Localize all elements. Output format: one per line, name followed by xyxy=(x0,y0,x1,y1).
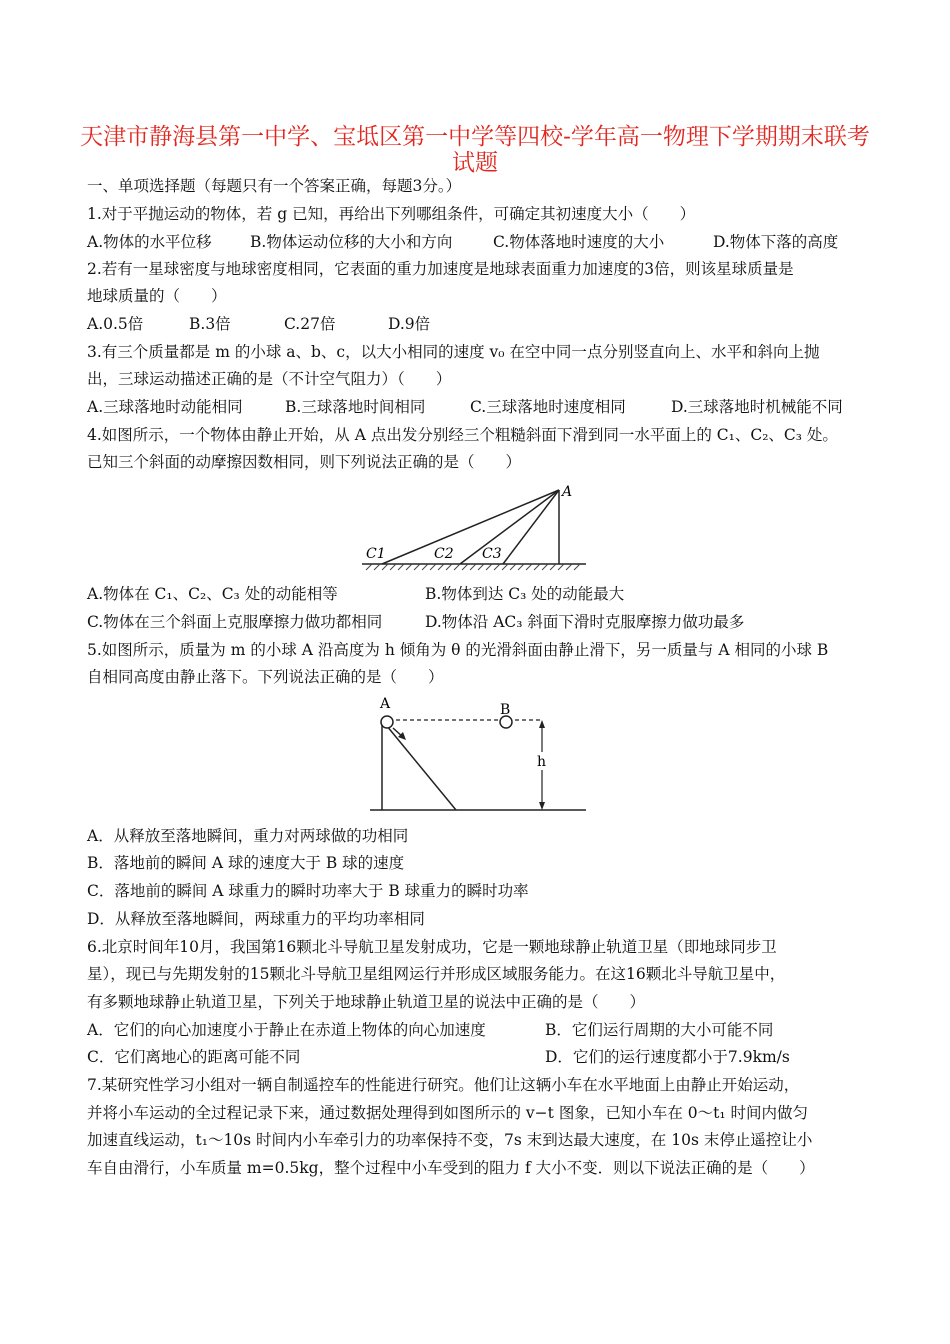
q1-option-d: D.物体下落的高度 xyxy=(713,233,839,251)
q3-stem-line2: 出，三球运动描述正确的是（不计空气阻力）（ ） xyxy=(87,370,452,388)
q4-option-a: A.物体在 C₁、C₂、C₃ 处的动能相等 xyxy=(87,585,338,603)
label-c1: C1 xyxy=(366,546,386,562)
q3-option-a: A.三球落地时动能相同 xyxy=(87,398,243,416)
label-a: A xyxy=(562,484,573,500)
q4-inclines-figure xyxy=(360,480,590,576)
q5-option-b: B．落地前的瞬间 A 球的速度大于 B 球的速度 xyxy=(87,854,405,872)
height-arrow-bottom xyxy=(539,802,545,810)
section-heading: 一、单项选择题（每题只有一个答案正确，每题3分。） xyxy=(87,177,462,195)
q6-stem-line2: 星），现已与先期发射的15颗北斗导航卫星组网运行并形成区域服务能力。在这16颗北斗导航卫星中， xyxy=(87,965,786,983)
incline-surface xyxy=(382,720,456,810)
q1-option-c: C.物体落地时速度的大小 xyxy=(493,233,665,251)
q6-option-c: C．它们离地心的距离可能不同 xyxy=(87,1048,301,1066)
q6-stem-line1: 6.北京时间年10月，我国第16颗北斗导航卫星发射成功，它是一颗地球静止轨道卫星（即地球同步卫 xyxy=(87,938,777,956)
q6-stem-line3: 有多颗地球静止轨道卫星，下列关于地球静止轨道卫星的说法中正确的是（ ） xyxy=(87,993,646,1011)
q1-stem: 1.对于平抛运动的物体，若 g 已知，再给出下列哪组条件，可确定其初速度大小（ ） xyxy=(87,205,696,223)
q6-option-b: B．它们运行周期的大小可能不同 xyxy=(545,1021,774,1039)
q1-option-a: A.物体的水平位移 xyxy=(87,233,212,251)
q6-option-a: A．它们的向心加速度小于静止在赤道上物体的向心加速度 xyxy=(87,1021,486,1039)
ball-a xyxy=(381,716,393,728)
q7-stem-line4: 车自由滑行，小车质量 m=0.5kg，整个过程中小车受到的阻力 f 大小不变．则以下说法正确的是（ ） xyxy=(87,1159,815,1177)
q7-stem-line2: 并将小车运动的全过程记录下来，通过数据处理得到如图所示的 v−t 图象，已知小车在 0～t₁ 时间内做匀 xyxy=(87,1104,808,1122)
q5-option-d: D．从释放至落地瞬间，两球重力的平均功率相同 xyxy=(87,910,425,928)
label-ball-b: B xyxy=(500,702,511,718)
incline-ac1 xyxy=(382,490,559,564)
q2-option-a: A.0.5倍 xyxy=(87,315,144,333)
q4-stem-line1: 4.如图所示，一个物体由静止开始，从 A 点出发分别经三个粗糙斜面下滑到同一水平面上的 C₁、C₂、C₃ 处。 xyxy=(87,426,838,444)
q4-option-b: B.物体到达 C₃ 处的动能最大 xyxy=(425,585,625,603)
q2-option-b: B.3倍 xyxy=(189,315,231,333)
q5-option-a: A．从释放至落地瞬间，重力对两球做的功相同 xyxy=(87,827,409,845)
q4-option-c: C.物体在三个斜面上克服摩擦力做功都相同 xyxy=(87,613,383,631)
q2-option-d: D.9倍 xyxy=(388,315,431,333)
q5-stem-line2: 自相同高度由静止落下。下列说法正确的是（ ） xyxy=(87,668,444,686)
label-c2: C2 xyxy=(434,546,454,562)
label-ball-a: A xyxy=(380,696,391,712)
label-c3: C3 xyxy=(482,546,502,562)
exam-title-line2: 试题 xyxy=(452,150,498,176)
q5-stem-line1: 5.如图所示，质量为 m 的小球 A 沿高度为 h 倾角为 θ 的光滑斜面由静止滑下，另一质量与 A 相同的小球 B xyxy=(87,641,829,659)
exam-title-line1: 天津市静海县第一中学、宝坻区第一中学等四校-学年高一物理下学期期末联考 xyxy=(80,124,870,150)
q3-option-d: D.三球落地时机械能不同 xyxy=(671,398,843,416)
q6-option-d: D．它们的运行速度都小于7.9km/s xyxy=(545,1048,790,1066)
q3-option-c: C.三球落地时速度相同 xyxy=(470,398,626,416)
q3-option-b: B.三球落地时间相同 xyxy=(285,398,426,416)
q4-option-d: D.物体沿 AC₃ 斜面下滑时克服摩擦力做功最多 xyxy=(425,613,745,631)
height-arrow-top xyxy=(539,720,545,728)
label-height: h xyxy=(537,754,547,770)
q2-option-c: C.27倍 xyxy=(284,315,336,333)
q2-stem-line1: 2.若有一星球密度与地球密度相同，它表面的重力加速度是地球表面重力加速度的3倍，则该星球质量是 xyxy=(87,260,794,278)
q7-stem-line3: 加速直线运动，t₁～10s 时间内小车牵引力的功率保持不变，7s 末到达最大速度，在 10s 末停止遥控让小 xyxy=(87,1131,813,1149)
incline-ac2 xyxy=(460,490,559,564)
q5-option-c: C．落地前的瞬间 A 球重力的瞬时功率大于 B 球重力的瞬时功率 xyxy=(87,882,529,900)
q3-stem-line1: 3.有三个质量都是 m 的小球 a、b、c，以大小相同的速度 v₀ 在空中同一点分别竖直向上、水平和斜向上抛 xyxy=(87,343,820,361)
q2-stem-line2: 地球质量的（ ） xyxy=(87,287,227,305)
q4-stem-line2: 已知三个斜面的动摩擦因数相同，则下列说法正确的是（ ） xyxy=(87,453,522,471)
ground-hatching xyxy=(366,564,580,570)
q1-option-b: B.物体运动位移的大小和方向 xyxy=(250,233,453,251)
q7-stem-line1: 7.某研究性学习小组对一辆自制遥控车的性能进行研究。他们让这辆小车在水平地面上由静止开始运动， xyxy=(87,1076,800,1094)
q5-incline-figure xyxy=(370,694,590,816)
